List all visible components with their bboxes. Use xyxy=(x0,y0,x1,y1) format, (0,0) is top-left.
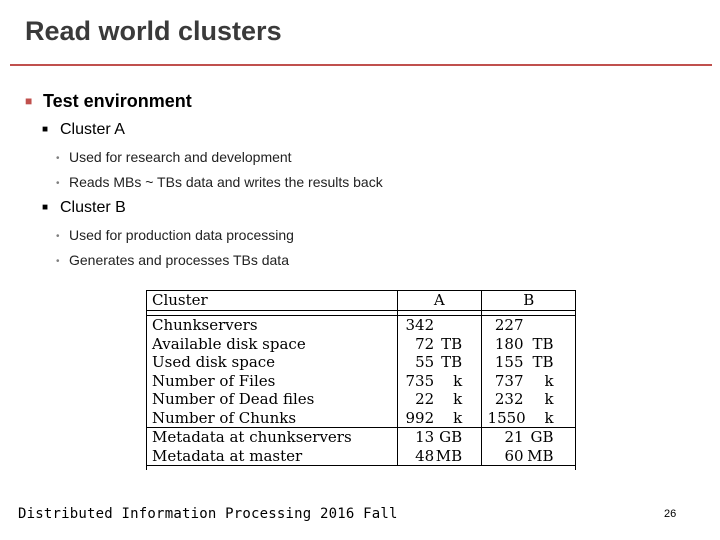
row-label: Metadata at master xyxy=(146,447,398,466)
bullet-text: Used for research and development xyxy=(69,149,292,165)
table-row xyxy=(146,335,576,354)
value-cell: 737 k xyxy=(481,372,576,391)
value-cell: 13 GB xyxy=(398,428,481,447)
value-cell: 22 k xyxy=(398,390,481,409)
row-label: Used disk space xyxy=(152,353,276,371)
value-cell: 342 xyxy=(398,316,481,335)
header-cell: Cluster xyxy=(146,291,398,311)
header-cell: A xyxy=(398,291,481,311)
dot-bullet-icon: • xyxy=(56,178,60,189)
bullet-text: Test environment xyxy=(43,91,192,111)
bullet-cluster-a xyxy=(42,121,125,139)
sub-bullet xyxy=(56,252,289,268)
title-divider xyxy=(10,64,712,66)
table-header-row xyxy=(146,291,576,311)
table-row xyxy=(146,316,576,335)
sub-bullet xyxy=(56,149,292,165)
value-cell: 735 k xyxy=(398,372,481,391)
bullet-test-environment xyxy=(25,91,192,112)
value-cell: 180 TB xyxy=(481,335,576,354)
square-bullet-icon: ■ xyxy=(42,202,49,213)
row-label: Metadata at chunkservers xyxy=(152,428,352,446)
dot-bullet-icon: • xyxy=(56,153,60,164)
table-row xyxy=(146,447,576,466)
bullet-text: Cluster A xyxy=(60,121,125,138)
footer-text: Distributed Information Processing 2016 Fall xyxy=(18,506,398,522)
row-label: Number of Dead files xyxy=(152,390,315,408)
value-cell: 992 k xyxy=(398,409,481,428)
value-cell: 60 MB xyxy=(481,447,576,466)
header-cell: B xyxy=(481,291,576,311)
value-cell: 155 TB xyxy=(481,353,576,372)
bullet-text: Cluster B xyxy=(60,199,126,216)
table-row xyxy=(146,390,576,409)
value-cell: 48 MB xyxy=(398,447,481,466)
cluster-stats-table xyxy=(146,290,576,470)
sub-bullet xyxy=(56,227,294,243)
value-cell: 232 k xyxy=(481,390,576,409)
square-bullet-icon: ■ xyxy=(25,94,33,108)
bullet-text: Generates and processes TBs data xyxy=(69,252,289,268)
square-bullet-icon: ■ xyxy=(42,124,49,135)
row-label: Chunkservers xyxy=(152,316,258,334)
value-cell: 55 TB xyxy=(398,353,481,372)
value-cell: 1550 k xyxy=(481,409,576,428)
table-row xyxy=(146,428,576,447)
bullet-text: Reads MBs ~ TBs data and writes the results back xyxy=(69,174,383,190)
dot-bullet-icon: • xyxy=(56,256,60,267)
row-label: Number of Files xyxy=(152,371,276,390)
table-row xyxy=(146,409,576,428)
value-cell: 227 xyxy=(481,316,576,335)
value-cell: 21 GB xyxy=(481,428,576,447)
sub-bullet xyxy=(56,174,383,190)
bullet-cluster-b xyxy=(42,199,126,217)
page-number: 26 xyxy=(664,508,677,520)
table-row xyxy=(146,353,576,372)
bullet-text: Used for production data processing xyxy=(69,227,294,243)
value-cell: 72 TB xyxy=(398,335,481,354)
row-label: Number of Chunks xyxy=(146,409,398,428)
row-label: Available disk space xyxy=(152,334,306,353)
slide-title: Read world clusters xyxy=(25,16,282,46)
dot-bullet-icon: • xyxy=(56,231,60,242)
table-row xyxy=(146,372,576,391)
